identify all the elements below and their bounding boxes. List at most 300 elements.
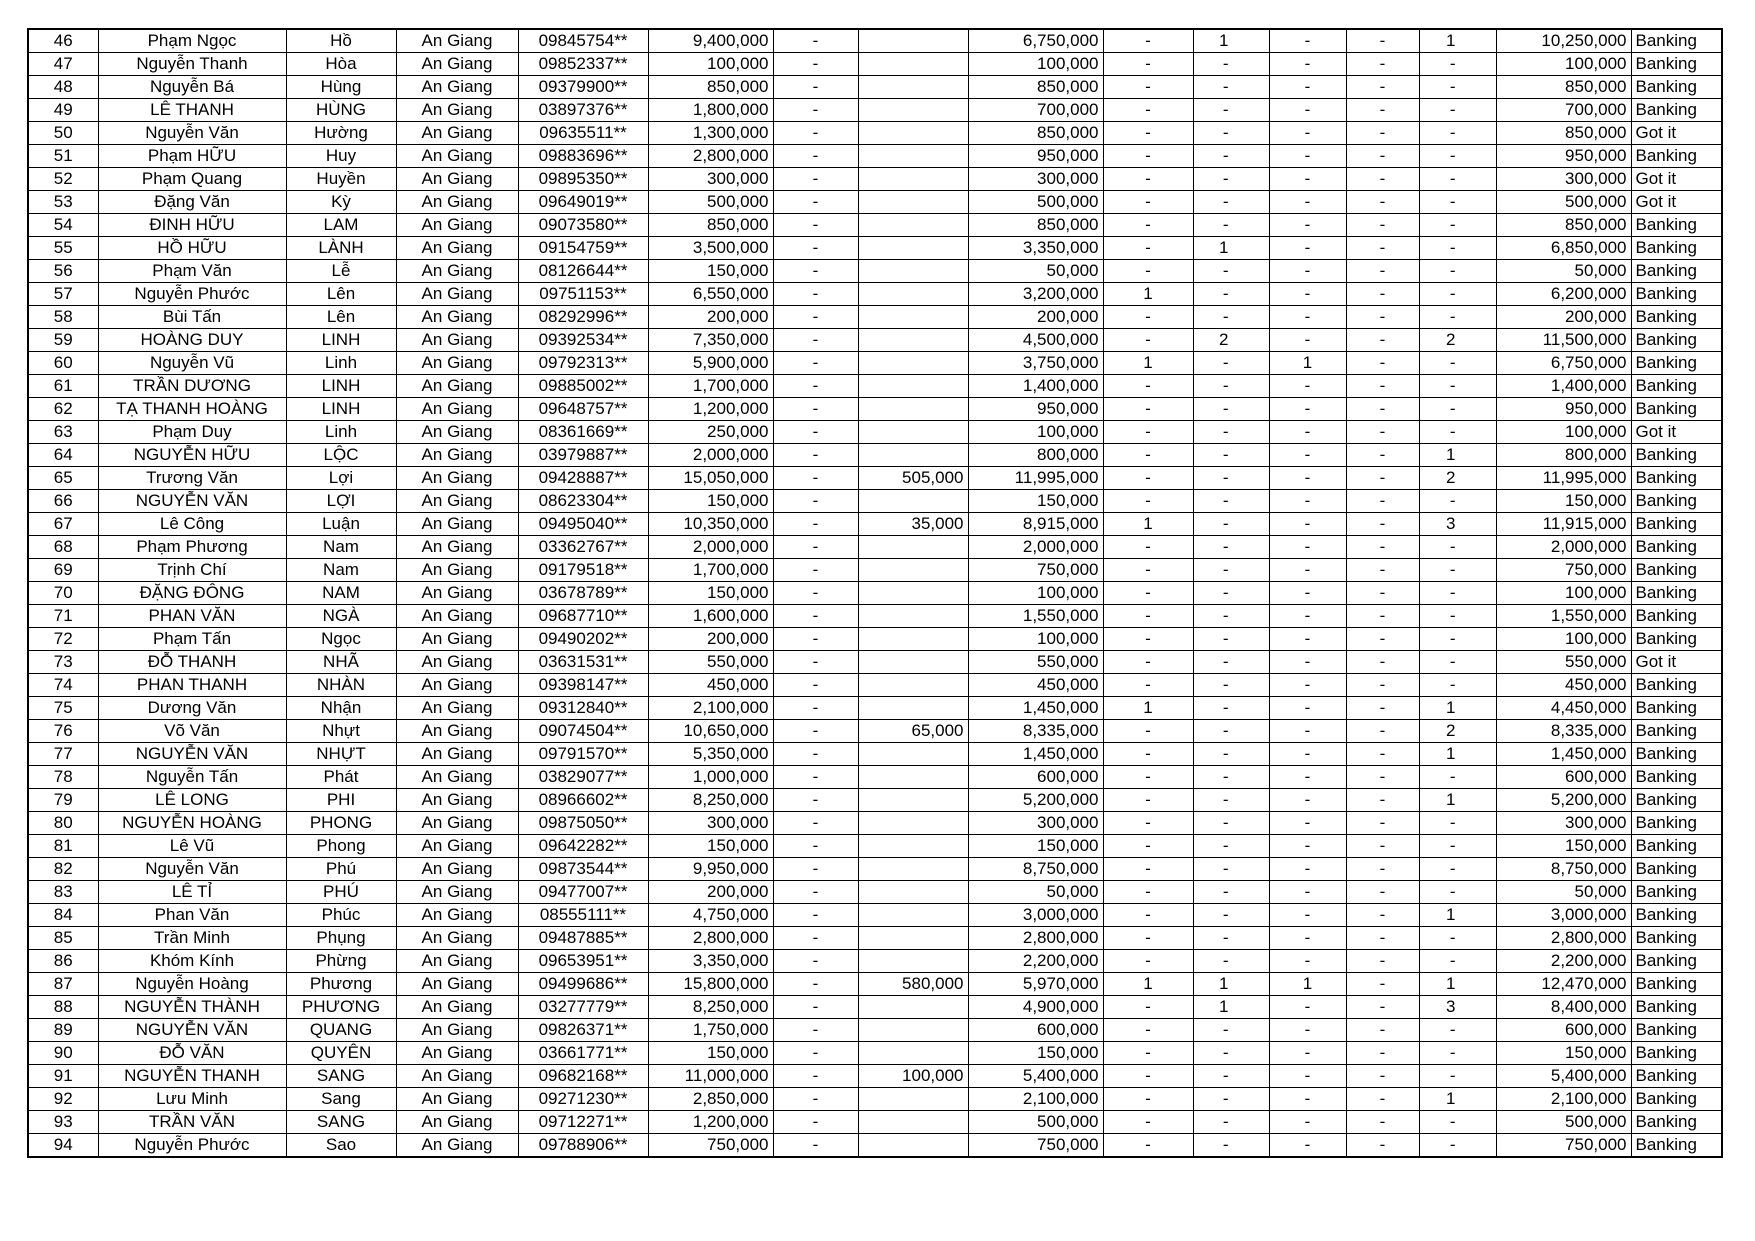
cell-count-a: - [1103,927,1193,950]
cell-count-d: - [1346,881,1419,904]
cell-surname: LÊ TỈ [98,881,286,904]
cell-amount-total: 450,000 [648,674,773,697]
cell-count-d: - [1346,904,1419,927]
cell-amount-paid: 50,000 [968,881,1103,904]
cell-count-c: - [1269,1019,1346,1042]
cell-payment-method: Banking [1631,1134,1722,1158]
cell-deduction [858,191,968,214]
cell-surname: ĐỖ VĂN [98,1042,286,1065]
cell-row-number: 73 [28,651,98,674]
cell-count-b: - [1193,375,1269,398]
cell-count-a: - [1103,375,1193,398]
cell-count-b: - [1193,1088,1269,1111]
cell-count-b: - [1193,283,1269,306]
cell-province: An Giang [396,1042,518,1065]
cell-amount-total: 10,650,000 [648,720,773,743]
cell-col-dash: - [773,835,858,858]
cell-count-a: 1 [1103,697,1193,720]
cell-phone: 09642282** [518,835,648,858]
cell-amount-total: 5,900,000 [648,352,773,375]
cell-count-e: 3 [1419,513,1496,536]
table-row [28,1065,1722,1088]
cell-amount-total: 1,700,000 [648,559,773,582]
cell-payment-method: Banking [1631,1042,1722,1065]
cell-count-a: - [1103,191,1193,214]
cell-phone: 09477007** [518,881,648,904]
cell-payment-method: Banking [1631,306,1722,329]
cell-count-c: - [1269,168,1346,191]
cell-amount-total: 6,550,000 [648,283,773,306]
cell-amount-total: 250,000 [648,421,773,444]
cell-deduction [858,76,968,99]
cell-count-a: - [1103,881,1193,904]
cell-amount-paid: 5,970,000 [968,973,1103,996]
cell-payment-method: Banking [1631,559,1722,582]
cell-deduction: 35,000 [858,513,968,536]
cell-count-a: - [1103,29,1193,53]
cell-amount-final: 50,000 [1496,881,1631,904]
cell-count-a: - [1103,996,1193,1019]
cell-row-number: 66 [28,490,98,513]
cell-phone: 03362767** [518,536,648,559]
cell-amount-total: 15,800,000 [648,973,773,996]
cell-surname: Lưu Minh [98,1088,286,1111]
cell-count-a: - [1103,467,1193,490]
cell-row-number: 78 [28,766,98,789]
cell-count-e: - [1419,76,1496,99]
cell-count-d: - [1346,1042,1419,1065]
cell-count-b: - [1193,421,1269,444]
cell-col-dash: - [773,191,858,214]
cell-col-dash: - [773,145,858,168]
cell-given-name: Hường [286,122,396,145]
cell-amount-final: 2,000,000 [1496,536,1631,559]
cell-amount-final: 2,800,000 [1496,927,1631,950]
cell-surname: Võ Văn [98,720,286,743]
cell-col-dash: - [773,421,858,444]
cell-amount-total: 11,000,000 [648,1065,773,1088]
cell-surname: Phạm Phương [98,536,286,559]
cell-given-name: Lên [286,283,396,306]
cell-province: An Giang [396,950,518,973]
cell-payment-method: Banking [1631,674,1722,697]
cell-col-dash: - [773,329,858,352]
cell-count-e: - [1419,398,1496,421]
cell-surname: LÊ THANH [98,99,286,122]
cell-deduction [858,950,968,973]
cell-count-e: 1 [1419,973,1496,996]
cell-phone: 09826371** [518,1019,648,1042]
cell-count-d: - [1346,1134,1419,1158]
cell-deduction [858,283,968,306]
cell-payment-method: Banking [1631,766,1722,789]
cell-count-b: - [1193,168,1269,191]
cell-count-e: 1 [1419,444,1496,467]
cell-count-e: - [1419,375,1496,398]
cell-province: An Giang [396,329,518,352]
cell-given-name: PHI [286,789,396,812]
cell-col-dash: - [773,973,858,996]
cell-col-dash: - [773,237,858,260]
cell-given-name: Phương [286,973,396,996]
cell-phone: 08555111** [518,904,648,927]
cell-count-a: - [1103,444,1193,467]
cell-count-a: - [1103,858,1193,881]
cell-count-d: - [1346,674,1419,697]
cell-count-b: - [1193,122,1269,145]
cell-given-name: NAM [286,582,396,605]
cell-payment-method: Got it [1631,651,1722,674]
cell-count-a: - [1103,628,1193,651]
cell-count-c: - [1269,582,1346,605]
table-row [28,766,1722,789]
cell-count-a: - [1103,1019,1193,1042]
cell-province: An Giang [396,306,518,329]
cell-amount-paid: 850,000 [968,214,1103,237]
cell-count-e: - [1419,881,1496,904]
cell-row-number: 71 [28,605,98,628]
cell-count-a: - [1103,950,1193,973]
cell-amount-final: 2,100,000 [1496,1088,1631,1111]
cell-deduction [858,1019,968,1042]
table-row [28,375,1722,398]
cell-deduction [858,1111,968,1134]
table-row [28,306,1722,329]
cell-count-b: - [1193,1019,1269,1042]
cell-count-d: - [1346,283,1419,306]
cell-given-name: Phừng [286,950,396,973]
cell-province: An Giang [396,973,518,996]
cell-deduction [858,375,968,398]
table-row [28,904,1722,927]
cell-amount-final: 2,200,000 [1496,950,1631,973]
cell-province: An Giang [396,29,518,53]
cell-count-e: - [1419,283,1496,306]
table-row [28,513,1722,536]
cell-surname: Nguyễn Phước [98,1134,286,1158]
cell-count-b: - [1193,559,1269,582]
cell-amount-final: 800,000 [1496,444,1631,467]
cell-count-d: - [1346,835,1419,858]
cell-amount-final: 5,200,000 [1496,789,1631,812]
cell-count-d: - [1346,1019,1419,1042]
cell-count-e: 1 [1419,1088,1496,1111]
cell-count-c: - [1269,513,1346,536]
cell-phone: 09883696** [518,145,648,168]
cell-count-d: - [1346,743,1419,766]
cell-count-d: - [1346,559,1419,582]
table-row [28,628,1722,651]
cell-count-e: - [1419,559,1496,582]
cell-given-name: HÙNG [286,99,396,122]
cell-amount-total: 15,050,000 [648,467,773,490]
cell-deduction [858,766,968,789]
cell-payment-method: Banking [1631,260,1722,283]
cell-deduction [858,927,968,950]
cell-surname: Nguyễn Vũ [98,352,286,375]
cell-surname: Nguyễn Phước [98,283,286,306]
cell-payment-method: Banking [1631,398,1722,421]
cell-province: An Giang [396,444,518,467]
cell-row-number: 93 [28,1111,98,1134]
cell-province: An Giang [396,513,518,536]
cell-amount-total: 150,000 [648,1042,773,1065]
cell-surname: NGUYỄN HỮU [98,444,286,467]
cell-count-e: - [1419,674,1496,697]
table-row [28,743,1722,766]
table-row [28,858,1722,881]
cell-given-name: PHÚ [286,881,396,904]
cell-given-name: Hòa [286,53,396,76]
cell-province: An Giang [396,996,518,1019]
cell-province: An Giang [396,1111,518,1134]
cell-amount-paid: 1,400,000 [968,375,1103,398]
cell-count-a: - [1103,674,1193,697]
cell-count-a: - [1103,743,1193,766]
cell-deduction [858,881,968,904]
cell-count-e: 1 [1419,29,1496,53]
cell-col-dash: - [773,398,858,421]
cell-count-c: - [1269,950,1346,973]
cell-count-c: - [1269,1088,1346,1111]
cell-given-name: QUANG [286,1019,396,1042]
cell-amount-final: 700,000 [1496,99,1631,122]
cell-count-e: 1 [1419,743,1496,766]
cell-count-b: 1 [1193,29,1269,53]
cell-province: An Giang [396,858,518,881]
cell-row-number: 91 [28,1065,98,1088]
cell-count-b: - [1193,1111,1269,1134]
table-row [28,53,1722,76]
cell-surname: Lê Công [98,513,286,536]
cell-count-e: - [1419,145,1496,168]
cell-row-number: 46 [28,29,98,53]
cell-col-dash: - [773,582,858,605]
cell-amount-final: 150,000 [1496,490,1631,513]
cell-amount-paid: 1,550,000 [968,605,1103,628]
cell-amount-total: 750,000 [648,1134,773,1158]
cell-count-c: - [1269,1065,1346,1088]
table-row [28,651,1722,674]
cell-count-e: - [1419,214,1496,237]
cell-row-number: 75 [28,697,98,720]
cell-given-name: Huy [286,145,396,168]
cell-amount-total: 10,350,000 [648,513,773,536]
cell-col-dash: - [773,375,858,398]
cell-payment-method: Banking [1631,76,1722,99]
cell-phone: 09490202** [518,628,648,651]
cell-phone: 03631531** [518,651,648,674]
cell-amount-total: 1,700,000 [648,375,773,398]
table-row [28,145,1722,168]
cell-deduction [858,605,968,628]
cell-count-b: - [1193,513,1269,536]
cell-count-c: - [1269,1111,1346,1134]
cell-phone: 09895350** [518,168,648,191]
cell-given-name: Huyền [286,168,396,191]
cell-amount-total: 8,250,000 [648,996,773,1019]
cell-amount-paid: 3,350,000 [968,237,1103,260]
cell-amount-final: 950,000 [1496,145,1631,168]
cell-surname: HOÀNG DUY [98,329,286,352]
cell-count-b: - [1193,53,1269,76]
cell-row-number: 84 [28,904,98,927]
cell-count-d: - [1346,697,1419,720]
cell-count-e: - [1419,766,1496,789]
cell-amount-paid: 2,200,000 [968,950,1103,973]
cell-given-name: Linh [286,421,396,444]
cell-given-name: SANG [286,1065,396,1088]
cell-given-name: PHONG [286,812,396,835]
cell-surname: Trương Văn [98,467,286,490]
cell-row-number: 81 [28,835,98,858]
cell-payment-method: Banking [1631,858,1722,881]
cell-count-d: - [1346,421,1419,444]
ledger-page [27,28,1723,1158]
cell-deduction [858,122,968,145]
cell-given-name: PHƯƠNG [286,996,396,1019]
cell-row-number: 52 [28,168,98,191]
cell-count-c: - [1269,145,1346,168]
cell-count-a: - [1103,99,1193,122]
cell-count-a: - [1103,789,1193,812]
cell-amount-total: 2,850,000 [648,1088,773,1111]
cell-surname: Phạm Tấn [98,628,286,651]
cell-given-name: LAM [286,214,396,237]
cell-col-dash: - [773,743,858,766]
cell-count-b: - [1193,99,1269,122]
cell-amount-paid: 150,000 [968,490,1103,513]
cell-count-c: - [1269,789,1346,812]
cell-count-e: - [1419,237,1496,260]
cell-phone: 09885002** [518,375,648,398]
cell-amount-final: 500,000 [1496,191,1631,214]
cell-count-c: - [1269,605,1346,628]
cell-payment-method: Banking [1631,720,1722,743]
cell-surname: Phạm HỮU [98,145,286,168]
cell-surname: Phạm Văn [98,260,286,283]
cell-count-a: - [1103,398,1193,421]
cell-payment-method: Banking [1631,1065,1722,1088]
cell-count-a: 1 [1103,283,1193,306]
cell-province: An Giang [396,1019,518,1042]
cell-count-d: - [1346,720,1419,743]
cell-phone: 09074504** [518,720,648,743]
cell-count-d: - [1346,536,1419,559]
table-row [28,421,1722,444]
cell-deduction [858,858,968,881]
cell-count-b: - [1193,858,1269,881]
cell-count-b: - [1193,214,1269,237]
cell-count-e: 2 [1419,467,1496,490]
cell-payment-method: Banking [1631,628,1722,651]
cell-amount-paid: 8,750,000 [968,858,1103,881]
cell-count-d: - [1346,651,1419,674]
cell-province: An Giang [396,214,518,237]
cell-count-a: - [1103,53,1193,76]
cell-count-c: - [1269,674,1346,697]
cell-amount-total: 850,000 [648,76,773,99]
cell-count-c: - [1269,29,1346,53]
cell-province: An Giang [396,375,518,398]
cell-deduction [858,260,968,283]
cell-count-a: - [1103,329,1193,352]
cell-count-b: - [1193,536,1269,559]
cell-amount-final: 850,000 [1496,214,1631,237]
cell-amount-paid: 600,000 [968,1019,1103,1042]
cell-count-d: - [1346,444,1419,467]
cell-count-d: - [1346,628,1419,651]
cell-payment-method: Banking [1631,329,1722,352]
cell-row-number: 82 [28,858,98,881]
cell-surname: NGUYỄN VĂN [98,490,286,513]
cell-count-e: - [1419,628,1496,651]
cell-count-e: - [1419,53,1496,76]
cell-surname: PHAN VĂN [98,605,286,628]
cell-amount-final: 11,915,000 [1496,513,1631,536]
cell-count-e: - [1419,260,1496,283]
cell-given-name: NHỰT [286,743,396,766]
cell-count-c: - [1269,766,1346,789]
cell-province: An Giang [396,766,518,789]
cell-surname: TẠ THANH HOÀNG [98,398,286,421]
cell-deduction [858,352,968,375]
cell-col-dash: - [773,674,858,697]
cell-count-e: - [1419,536,1496,559]
cell-phone: 09271230** [518,1088,648,1111]
cell-given-name: Ngọc [286,628,396,651]
cell-amount-final: 600,000 [1496,1019,1631,1042]
cell-col-dash: - [773,697,858,720]
cell-count-d: - [1346,29,1419,53]
cell-payment-method: Got it [1631,122,1722,145]
cell-payment-method: Got it [1631,191,1722,214]
cell-count-b: - [1193,766,1269,789]
cell-count-e: - [1419,812,1496,835]
cell-amount-paid: 150,000 [968,1042,1103,1065]
cell-col-dash: - [773,490,858,513]
cell-province: An Giang [396,99,518,122]
cell-province: An Giang [396,467,518,490]
cell-given-name: Lên [286,306,396,329]
cell-count-b: - [1193,651,1269,674]
cell-payment-method: Banking [1631,835,1722,858]
cell-amount-final: 1,450,000 [1496,743,1631,766]
cell-count-c: - [1269,237,1346,260]
table-row [28,973,1722,996]
cell-payment-method: Banking [1631,444,1722,467]
cell-amount-paid: 300,000 [968,168,1103,191]
cell-amount-paid: 150,000 [968,835,1103,858]
cell-given-name: Lễ [286,260,396,283]
cell-given-name: Hồ [286,29,396,53]
cell-col-dash: - [773,812,858,835]
cell-amount-final: 100,000 [1496,628,1631,651]
cell-amount-final: 550,000 [1496,651,1631,674]
cell-count-c: - [1269,1042,1346,1065]
cell-count-a: - [1103,812,1193,835]
cell-count-c: - [1269,904,1346,927]
cell-count-d: - [1346,858,1419,881]
cell-amount-final: 5,400,000 [1496,1065,1631,1088]
cell-amount-paid: 6,750,000 [968,29,1103,53]
cell-count-a: - [1103,168,1193,191]
cell-count-c: - [1269,812,1346,835]
cell-row-number: 64 [28,444,98,467]
cell-amount-paid: 4,500,000 [968,329,1103,352]
cell-row-number: 83 [28,881,98,904]
cell-phone: 09687710** [518,605,648,628]
